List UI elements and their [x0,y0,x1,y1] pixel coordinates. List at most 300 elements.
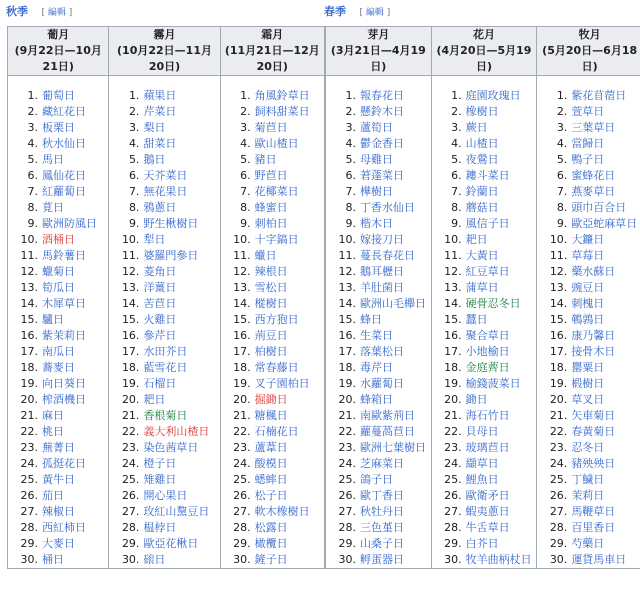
month-date-range: (9月22日—10月21日) [14,44,102,73]
day-name-link[interactable]: 火雞日 [143,313,177,326]
day-list-item [8,472,108,488]
day-name-link[interactable]: 豌豆日 [571,281,605,294]
day-number: 2. [128,105,140,118]
day-name-link[interactable]: 掘鋤日 [254,393,288,406]
day-name-link[interactable]: 忍冬日 [571,441,605,454]
day-list-item [8,120,108,136]
day-name-link[interactable]: 芍藥日 [571,537,605,550]
day-name-link[interactable]: 橄欖日 [254,537,288,550]
day-name-link[interactable]: 硬骨忍冬日 [465,297,521,310]
day-number: 28. [549,521,568,534]
day-list-item [221,360,324,376]
day-list-item [537,216,640,232]
day-name-link[interactable]: 頭巾百合日 [571,201,627,214]
day-name-link[interactable]: 蠶日 [465,313,488,326]
day-name-link[interactable]: 桃日 [42,425,64,438]
day-name-link[interactable]: 嫁接刀日 [360,233,404,246]
day-list-item [537,376,640,392]
day-number: 29. [233,537,251,550]
day-list-item [432,552,537,568]
day-name-link[interactable]: 大麥日 [42,537,75,550]
day-name-link[interactable]: 石楠花日 [254,425,299,438]
day-name-link[interactable]: 蕨日 [465,121,488,134]
day-number: 7. [128,185,140,198]
day-name-link[interactable]: 藍雪花日 [143,361,188,374]
day-name-link[interactable]: 運貨馬車日 [571,553,627,566]
day-name-link[interactable]: 椴樹日 [571,377,605,390]
day-name-link[interactable]: 玻璃苣日 [465,441,510,454]
day-name-link[interactable]: 鳳仙花日 [42,169,86,182]
day-name-link[interactable]: 無花果日 [143,185,188,198]
day-number: 10. [20,233,38,246]
day-name-link[interactable]: 鴿子日 [360,473,393,486]
day-list-item [537,552,640,568]
day-name-link[interactable]: 茉莉日 [571,489,605,502]
day-list-item [432,120,537,136]
day-name-link[interactable]: 石榴日 [143,377,177,390]
day-list-item [109,408,219,424]
day-number: 27. [121,505,140,518]
day-name-link[interactable]: 鴉蔥日 [143,201,177,214]
day-name-link[interactable]: 染色茜草日 [143,441,199,454]
day-name-link[interactable]: 松子日 [254,489,288,502]
day-name-link[interactable]: 飼料甜菜日 [254,105,310,118]
day-name-link[interactable]: 蝦夷蔥日 [465,505,510,518]
day-number: 27. [20,505,38,518]
day-name-link[interactable]: 蠟菊日 [42,265,75,278]
day-list-item [537,488,640,504]
day-number: 25. [121,473,140,486]
month-name[interactable]: 牧月 [578,28,601,41]
day-number: 9. [27,217,38,230]
day-name-link[interactable]: 鏟子日 [254,553,288,566]
day-name-link[interactable]: 向日葵日 [42,377,86,390]
day-name-link[interactable]: 康乃馨日 [571,329,616,342]
day-list-item [221,104,324,120]
day-name-link[interactable]: 鋤日 [465,393,488,406]
day-name-link[interactable]: 柏樹日 [254,345,288,358]
day-name-link[interactable]: 三色堇日 [360,521,404,534]
day-number: 22. [20,425,38,438]
day-name-link[interactable]: 百里香日 [571,521,616,534]
day-number: 20. [121,393,140,406]
day-name-link[interactable]: 蘿蔓萵苣日 [360,425,415,438]
day-name-link[interactable]: 藏紅花日 [42,105,86,118]
day-name-link[interactable]: 雉雞日 [143,473,177,486]
day-list-item [221,312,324,328]
day-list-item [326,296,431,312]
day-name-link[interactable]: 聚合草日 [465,329,510,342]
day-number: 11. [233,249,251,262]
day-name-link[interactable]: 大鐮日 [571,233,605,246]
day-name-link[interactable]: 茄日 [42,489,64,502]
day-number: 21. [233,409,251,422]
day-name-link[interactable]: 榅桲日 [143,521,177,534]
day-name-link[interactable]: 辣椒日 [42,505,75,518]
day-name-link[interactable]: 紅蘿蔔日 [42,185,86,198]
day-number: 11. [338,249,356,262]
day-number: 12. [444,265,462,278]
day-name-link[interactable]: 貝母日 [465,425,499,438]
day-name-link[interactable]: 耙日 [143,393,166,406]
day-name-link[interactable]: 矢車菊日 [571,409,616,422]
day-name-link[interactable]: 歐山楂日 [254,137,299,150]
day-number: 29. [121,537,140,550]
day-name-link[interactable]: 海石竹日 [465,409,510,422]
day-name-link[interactable]: 蕎麥日 [42,361,75,374]
day-name-link[interactable]: 角風鈴草日 [254,89,310,102]
day-name-link[interactable]: 軟木橡樹日 [254,505,310,518]
day-name-link[interactable]: 野生楸樹日 [143,217,199,230]
day-number: 17. [444,345,462,358]
day-name-link[interactable]: 松露日 [254,521,288,534]
day-number: 30. [338,553,356,566]
day-name-link[interactable]: 莙薘菜日 [360,169,404,182]
day-name-link[interactable]: 荊豆日 [254,329,288,342]
day-number: 6. [345,169,356,182]
day-list-item [109,472,219,488]
day-name-link[interactable]: 榨酒機日 [42,393,86,406]
day-number: 2. [451,105,462,118]
day-list [432,76,537,568]
day-name-link[interactable]: 孵蛋器日 [360,553,404,566]
day-name-link[interactable]: 叉子園柏日 [254,377,310,390]
day-name-link[interactable]: 夜鶯日 [465,153,499,166]
day-name-link[interactable]: 橡樹日 [465,105,499,118]
day-list-item [221,488,324,504]
day-number: 27. [233,505,251,518]
day-number: 1. [345,89,356,102]
day-name-link[interactable]: 山楂日 [465,137,499,150]
day-name-link[interactable]: 白芥日 [465,537,499,550]
day-number: 13. [549,281,568,294]
spring-edit-link[interactable]: [ 編輯 ] [359,8,391,18]
day-name-link[interactable]: 楷木日 [360,217,393,230]
day-name-link[interactable]: 春黃菊日 [571,425,616,438]
day-name-link[interactable]: 歐丁香日 [360,489,404,502]
day-name-link[interactable]: 雪松日 [254,281,288,294]
day-name-link[interactable]: 鵪鶉日 [571,313,605,326]
day-name-link[interactable]: 葡萄日 [42,89,75,102]
day-name-link[interactable]: 南瓜日 [42,345,75,358]
day-list-item [8,520,108,536]
day-name-link[interactable]: 玫紅山黧豆日 [143,505,210,518]
day-name-link[interactable]: 萱草日 [571,105,605,118]
day-number: 24. [20,457,38,470]
day-name-link[interactable]: 馬鈴薯日 [42,249,86,262]
day-name-link[interactable]: 山桑子日 [360,537,404,550]
day-list-item [326,376,431,392]
month-header-autumn-0 [8,27,109,76]
day-name-link[interactable]: 黃牛日 [42,473,75,486]
day-list-item [537,312,640,328]
day-name-link[interactable]: 耙日 [465,233,488,246]
day-name-link[interactable]: 義大利山楂日 [143,425,210,438]
day-name-link[interactable]: 蒲草日 [465,281,499,294]
day-name-link[interactable]: 纈草日 [465,457,499,470]
day-name-link[interactable]: 鵝日 [143,153,166,166]
day-list-item [432,440,537,456]
day-name-link[interactable]: 筍瓜日 [42,281,75,294]
day-list-item [221,88,324,104]
month-name[interactable]: 霧月 [153,28,176,41]
day-name-link[interactable]: 草莓日 [571,249,605,262]
day-name-link[interactable]: 蘆筍日 [360,121,393,134]
day-name-link[interactable]: 芹菜日 [143,105,177,118]
day-number: 13. [444,281,462,294]
day-name-link[interactable]: 紫花苜蓿日 [571,89,627,102]
month-name[interactable]: 葡月 [47,28,70,41]
day-name-link[interactable]: 鈴蘭日 [465,185,499,198]
day-list-item [432,456,537,472]
day-name-link[interactable]: 蘑菇日 [465,201,499,214]
day-name-link[interactable]: 歐洲七葉樹日 [360,441,426,454]
day-name-link[interactable]: 生菜日 [360,329,393,342]
day-name-link[interactable]: 三葉草日 [571,121,616,134]
day-name-link[interactable]: 梨日 [143,121,166,134]
day-list-item [109,312,219,328]
day-name-link[interactable]: 麻日 [42,409,64,422]
day-name-link[interactable]: 秋水仙日 [42,137,86,150]
day-name-link[interactable]: 鬱金香日 [360,137,404,150]
month-day-list-cell [326,76,432,569]
day-number: 11. [444,249,462,262]
day-name-link[interactable]: 接骨木日 [571,345,616,358]
day-name-link[interactable]: 蜂日 [360,313,382,326]
day-list-item [326,392,431,408]
day-name-link[interactable]: 蔓長春花日 [360,249,415,262]
day-number: 22. [338,425,356,438]
day-name-link[interactable]: 歐洲防風日 [42,217,97,230]
day-name-link[interactable]: 酒桶日 [42,233,75,246]
day-name-link[interactable]: 鯉魚日 [465,473,499,486]
day-number: 28. [444,521,462,534]
day-list-item [8,328,108,344]
day-name-link[interactable]: 紅豆草日 [465,265,510,278]
day-number: 9. [556,217,568,230]
month-name[interactable]: 花月 [472,28,495,41]
day-name-link[interactable]: 蟋蟀日 [254,473,288,486]
day-list-item [109,392,219,408]
spring-title[interactable]: 春季 [324,5,346,18]
month-name[interactable]: 芽月 [367,28,390,41]
day-name-link[interactable]: 當歸日 [571,137,605,150]
day-list-item [109,424,219,440]
day-list-item [432,248,537,264]
day-name-link[interactable]: 蜂箱日 [360,393,393,406]
day-name-link[interactable]: 鵝耳櫪日 [360,265,404,278]
day-name-link[interactable]: 羊肚菌日 [360,281,404,294]
day-name-link[interactable]: 莧日 [42,201,64,214]
day-list-item [8,504,108,520]
day-name-link[interactable]: 馬鞭草日 [571,505,616,518]
day-name-link[interactable]: 榆錢菠菜日 [465,377,521,390]
day-name-link[interactable]: 苦苣日 [143,297,177,310]
day-name-link[interactable]: 草叉日 [571,393,605,406]
day-name-link[interactable]: 野苣日 [254,169,288,182]
day-number: 7. [556,185,568,198]
day-name-link[interactable]: 罌粟日 [571,361,605,374]
day-number: 8. [27,201,38,214]
day-number: 1. [128,89,140,102]
day-number: 4. [27,137,38,150]
day-name-link[interactable]: 犁日 [143,233,166,246]
day-number: 18. [20,361,38,374]
day-name-link[interactable]: 磙日 [143,553,166,566]
day-name-link[interactable]: 香根菊日 [143,409,188,422]
day-list-item [109,120,219,136]
day-name-link[interactable]: 落葉松日 [360,345,404,358]
day-number: 6. [556,169,568,182]
day-name-link[interactable]: 馬日 [42,153,64,166]
day-name-link[interactable]: 糖楓日 [254,409,288,422]
day-list-item [109,376,219,392]
day-number: 14. [233,297,251,310]
day-name-link[interactable]: 丁鱥日 [571,473,605,486]
day-list-item [326,312,431,328]
day-name-link[interactable]: 歐衛矛日 [465,489,510,502]
day-name-link[interactable]: 蘋果日 [143,89,177,102]
day-list-item [537,440,640,456]
day-name-link[interactable]: 燕麥草日 [571,185,616,198]
autumn-edit-link[interactable]: [ 編輯 ] [41,8,73,18]
day-list-item [326,328,431,344]
day-name-link[interactable]: 菊苣日 [254,121,288,134]
day-name-link[interactable]: 芝麻菜日 [360,457,404,470]
month-header-spring-0 [326,27,432,76]
day-list-item [109,280,219,296]
day-number: 26. [20,489,38,502]
day-name-link[interactable]: 毒芹日 [360,361,393,374]
day-name-link[interactable]: 橙子日 [143,457,177,470]
day-name-link[interactable]: 十字鎬日 [254,233,299,246]
day-name-link[interactable]: 歐洲山毛櫸日 [360,297,426,310]
day-name-link[interactable]: 刺柏日 [254,217,288,230]
day-list-item [221,120,324,136]
day-name-link[interactable]: 蜂蜜日 [254,201,288,214]
day-name-link[interactable]: 風信子日 [465,217,510,230]
day-number: 13. [121,281,140,294]
day-name-link[interactable]: 西方狍日 [254,313,299,326]
day-name-link[interactable]: 參芹日 [143,329,177,342]
day-number: 3. [128,121,140,134]
day-number: 28. [20,521,38,534]
day-list-item [326,488,431,504]
day-number: 14. [121,297,140,310]
day-number: 15. [549,313,568,326]
day-name-link[interactable]: 樅樹日 [254,297,288,310]
day-name-link[interactable]: 蠟日 [254,249,277,262]
day-name-link[interactable]: 辣根日 [254,265,288,278]
day-number: 5. [128,153,140,166]
day-list-item [109,152,219,168]
day-name-link[interactable]: 木犀草日 [42,297,86,310]
day-list-item [221,184,324,200]
day-number: 16. [20,329,38,342]
day-name-link[interactable]: 蜜蜂花日 [571,169,616,182]
day-name-link[interactable]: 酸模日 [254,457,288,470]
day-list-item [537,504,640,520]
day-name-link[interactable]: 金庭薺日 [465,361,510,374]
day-number: 21. [444,409,462,422]
day-list-item [109,456,219,472]
day-name-link[interactable]: 庭園玫瑰日 [465,89,521,102]
day-name-link[interactable]: 懸鈴木日 [360,105,404,118]
day-name-link[interactable]: 歐亞蛇麻草日 [571,217,638,230]
day-name-link[interactable]: 開心果日 [143,489,188,502]
day-name-link[interactable]: 豬殃殃日 [571,457,616,470]
day-list-item [432,296,537,312]
day-number: 4. [128,137,140,150]
day-list-item [8,104,108,120]
day-name-link[interactable]: 大黃日 [465,249,499,262]
day-name-link[interactable]: 板栗日 [42,121,75,134]
day-name-link[interactable]: 天芥菜日 [143,169,188,182]
day-list-item [432,520,537,536]
day-name-link[interactable]: 刺槐日 [571,297,605,310]
day-name-link[interactable]: 蘆葦日 [254,441,288,454]
day-name-link[interactable]: 菱角日 [143,265,177,278]
month-date-range: (4月20日—5月19日) [436,44,532,73]
day-list-item [8,280,108,296]
day-name-link[interactable]: 鴨子日 [571,153,605,166]
day-number: 2. [345,105,356,118]
day-list [109,76,219,568]
day-name-link[interactable]: 丁香水仙日 [360,201,415,214]
day-name-link[interactable]: 驢日 [42,313,64,326]
month-name[interactable]: 霜月 [261,28,284,41]
day-number: 23. [121,441,140,454]
day-number: 6. [451,169,462,182]
day-name-link[interactable]: 桶日 [42,553,64,566]
day-number: 8. [556,201,568,214]
day-name-link[interactable]: 樺樹日 [360,185,393,198]
day-name-link[interactable]: 常春藤日 [254,361,299,374]
day-name-link[interactable]: 水蘿蔔日 [360,377,404,390]
day-name-link[interactable]: 秋牡丹日 [360,505,404,518]
day-name-link[interactable]: 藥水蘇日 [571,265,616,278]
day-name-link[interactable]: 水田芥日 [143,345,188,358]
day-name-link[interactable]: 蕪菁日 [42,441,75,454]
day-name-link[interactable]: 花椰菜日 [254,185,299,198]
day-name-link[interactable]: 牧羊曲柄杖日 [465,553,532,566]
day-name-link[interactable]: 豬日 [254,153,277,166]
day-name-link[interactable]: 孤挺花日 [42,457,86,470]
day-name-link[interactable]: 甜菜日 [143,137,177,150]
day-list-item [109,296,219,312]
day-number: 19. [233,377,251,390]
day-name-link[interactable]: 報春花日 [360,89,404,102]
day-name-link[interactable]: 紫茉莉日 [42,329,86,342]
day-list-item [432,136,537,152]
day-name-link[interactable]: 牛舌草日 [465,521,510,534]
day-number: 10. [233,233,251,246]
day-list-item [221,232,324,248]
day-number: 24. [233,457,251,470]
day-list-item [537,104,640,120]
day-name-link[interactable]: 洋薑日 [143,281,177,294]
day-list-item [326,472,431,488]
day-name-link[interactable]: 西紅柿日 [42,521,86,534]
day-name-link[interactable]: 婆羅門參日 [143,249,199,262]
autumn-title[interactable]: 秋季 [6,5,28,18]
day-list-item [109,440,219,456]
day-name-link[interactable]: 南歐紫荊日 [360,409,415,422]
day-name-link[interactable]: 歐亞花楸日 [143,537,199,550]
day-name-link[interactable]: 耬斗菜日 [465,169,510,182]
day-name-link[interactable]: 小地榆日 [465,345,510,358]
day-name-link[interactable]: 母雞日 [360,153,393,166]
